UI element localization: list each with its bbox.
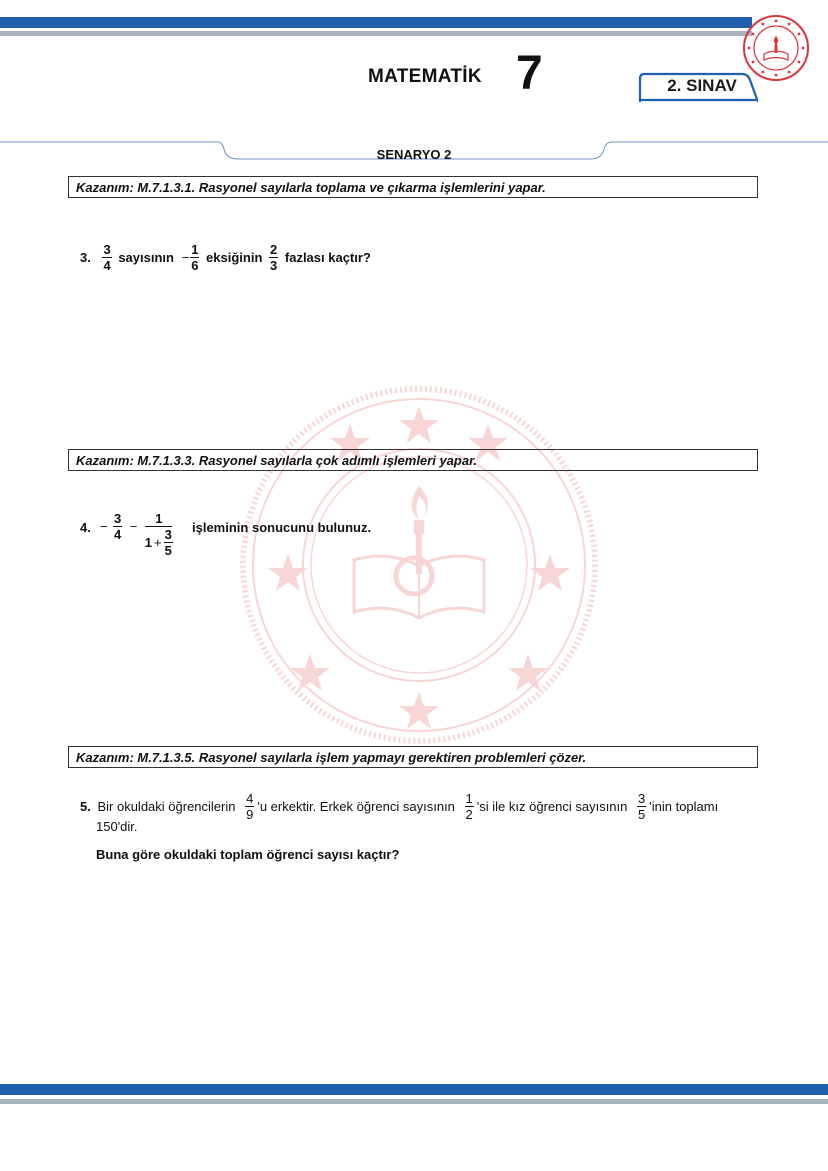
meb-watermark-emblem bbox=[238, 384, 600, 746]
fraction-2-3: $\frac{2}{3}$ bbox=[270, 242, 278, 273]
question-text: fazlası kaçtır? bbox=[284, 250, 371, 265]
question-number: 3. bbox=[80, 250, 91, 265]
top-blue-bar bbox=[0, 17, 752, 28]
exam-label: 2. SINAV bbox=[667, 76, 737, 95]
question-3 bbox=[80, 243, 371, 272]
question-text: 'si ile kız öğrenci sayısının bbox=[476, 799, 628, 814]
fraction-4-9: $\frac{4}{9}$ bbox=[246, 791, 254, 822]
question-text: Bir okuldaki öğrencilerin bbox=[97, 799, 236, 814]
minus-sign: − bbox=[129, 519, 138, 534]
fraction-3-5: $\frac{3}{5}$ bbox=[164, 527, 172, 558]
bottom-blue-bar bbox=[0, 1084, 828, 1095]
kazanim-box-1: Kazanım: M.7.1.3.1. Rasyonel sayılarla toplama ve çıkarma işlemlerini yapar. bbox=[68, 176, 758, 198]
complex-numerator: 1 bbox=[145, 512, 172, 527]
question-4-expression bbox=[100, 512, 173, 557]
kazanim-box-3: Kazanım: M.7.1.3.5. Rasyonel sayılarla işlem yapmayı gerektiren problemleri çözer. bbox=[68, 746, 758, 768]
fraction-3-4: $\frac{3}{4}$ bbox=[114, 511, 122, 542]
question-text: 'u erkektir. Erkek öğrenci sayısının bbox=[257, 799, 455, 814]
fraction-3-5: $\frac{3}{5}$ bbox=[638, 791, 646, 822]
minus-sign: − bbox=[181, 250, 190, 265]
question-5-line-2: 150'dir. bbox=[96, 819, 138, 834]
fraction-1-6: $\frac{1}{6}$ bbox=[191, 242, 199, 273]
subject-title: MATEMATİK bbox=[368, 66, 482, 87]
top-gray-bar bbox=[0, 31, 752, 36]
grade-number: 7 bbox=[516, 47, 543, 100]
minus-sign: − bbox=[100, 519, 108, 534]
kazanim-box-2: Kazanım: M.7.1.3.3. Rasyonel sayılarla çok adımlı işlemleri yapar. bbox=[68, 449, 758, 471]
fraction-3-4: $\frac{3}{4}$ bbox=[103, 242, 111, 273]
question-4-text: işleminin sonucunu bulunuz. bbox=[192, 520, 372, 535]
question-text: sayısının bbox=[118, 250, 174, 265]
complex-denominator: 1 + $\frac{3}{5}$ bbox=[144, 527, 172, 558]
complex-fraction bbox=[145, 512, 173, 557]
question-text: eksiğinin bbox=[206, 250, 263, 265]
question-4-number: 4. bbox=[80, 520, 91, 535]
fraction-1-2: $\frac{1}{2}$ bbox=[465, 791, 473, 822]
question-5-line-1 bbox=[80, 792, 718, 821]
question-number: 5. bbox=[80, 799, 91, 814]
scenario-title: SENARYO 2 bbox=[376, 147, 452, 162]
question-5-prompt: Buna göre okuldaki toplam öğrenci sayısı kaçtır? bbox=[96, 847, 400, 862]
question-text: 'inin toplamı bbox=[649, 799, 719, 814]
bottom-gray-bar bbox=[0, 1099, 828, 1104]
